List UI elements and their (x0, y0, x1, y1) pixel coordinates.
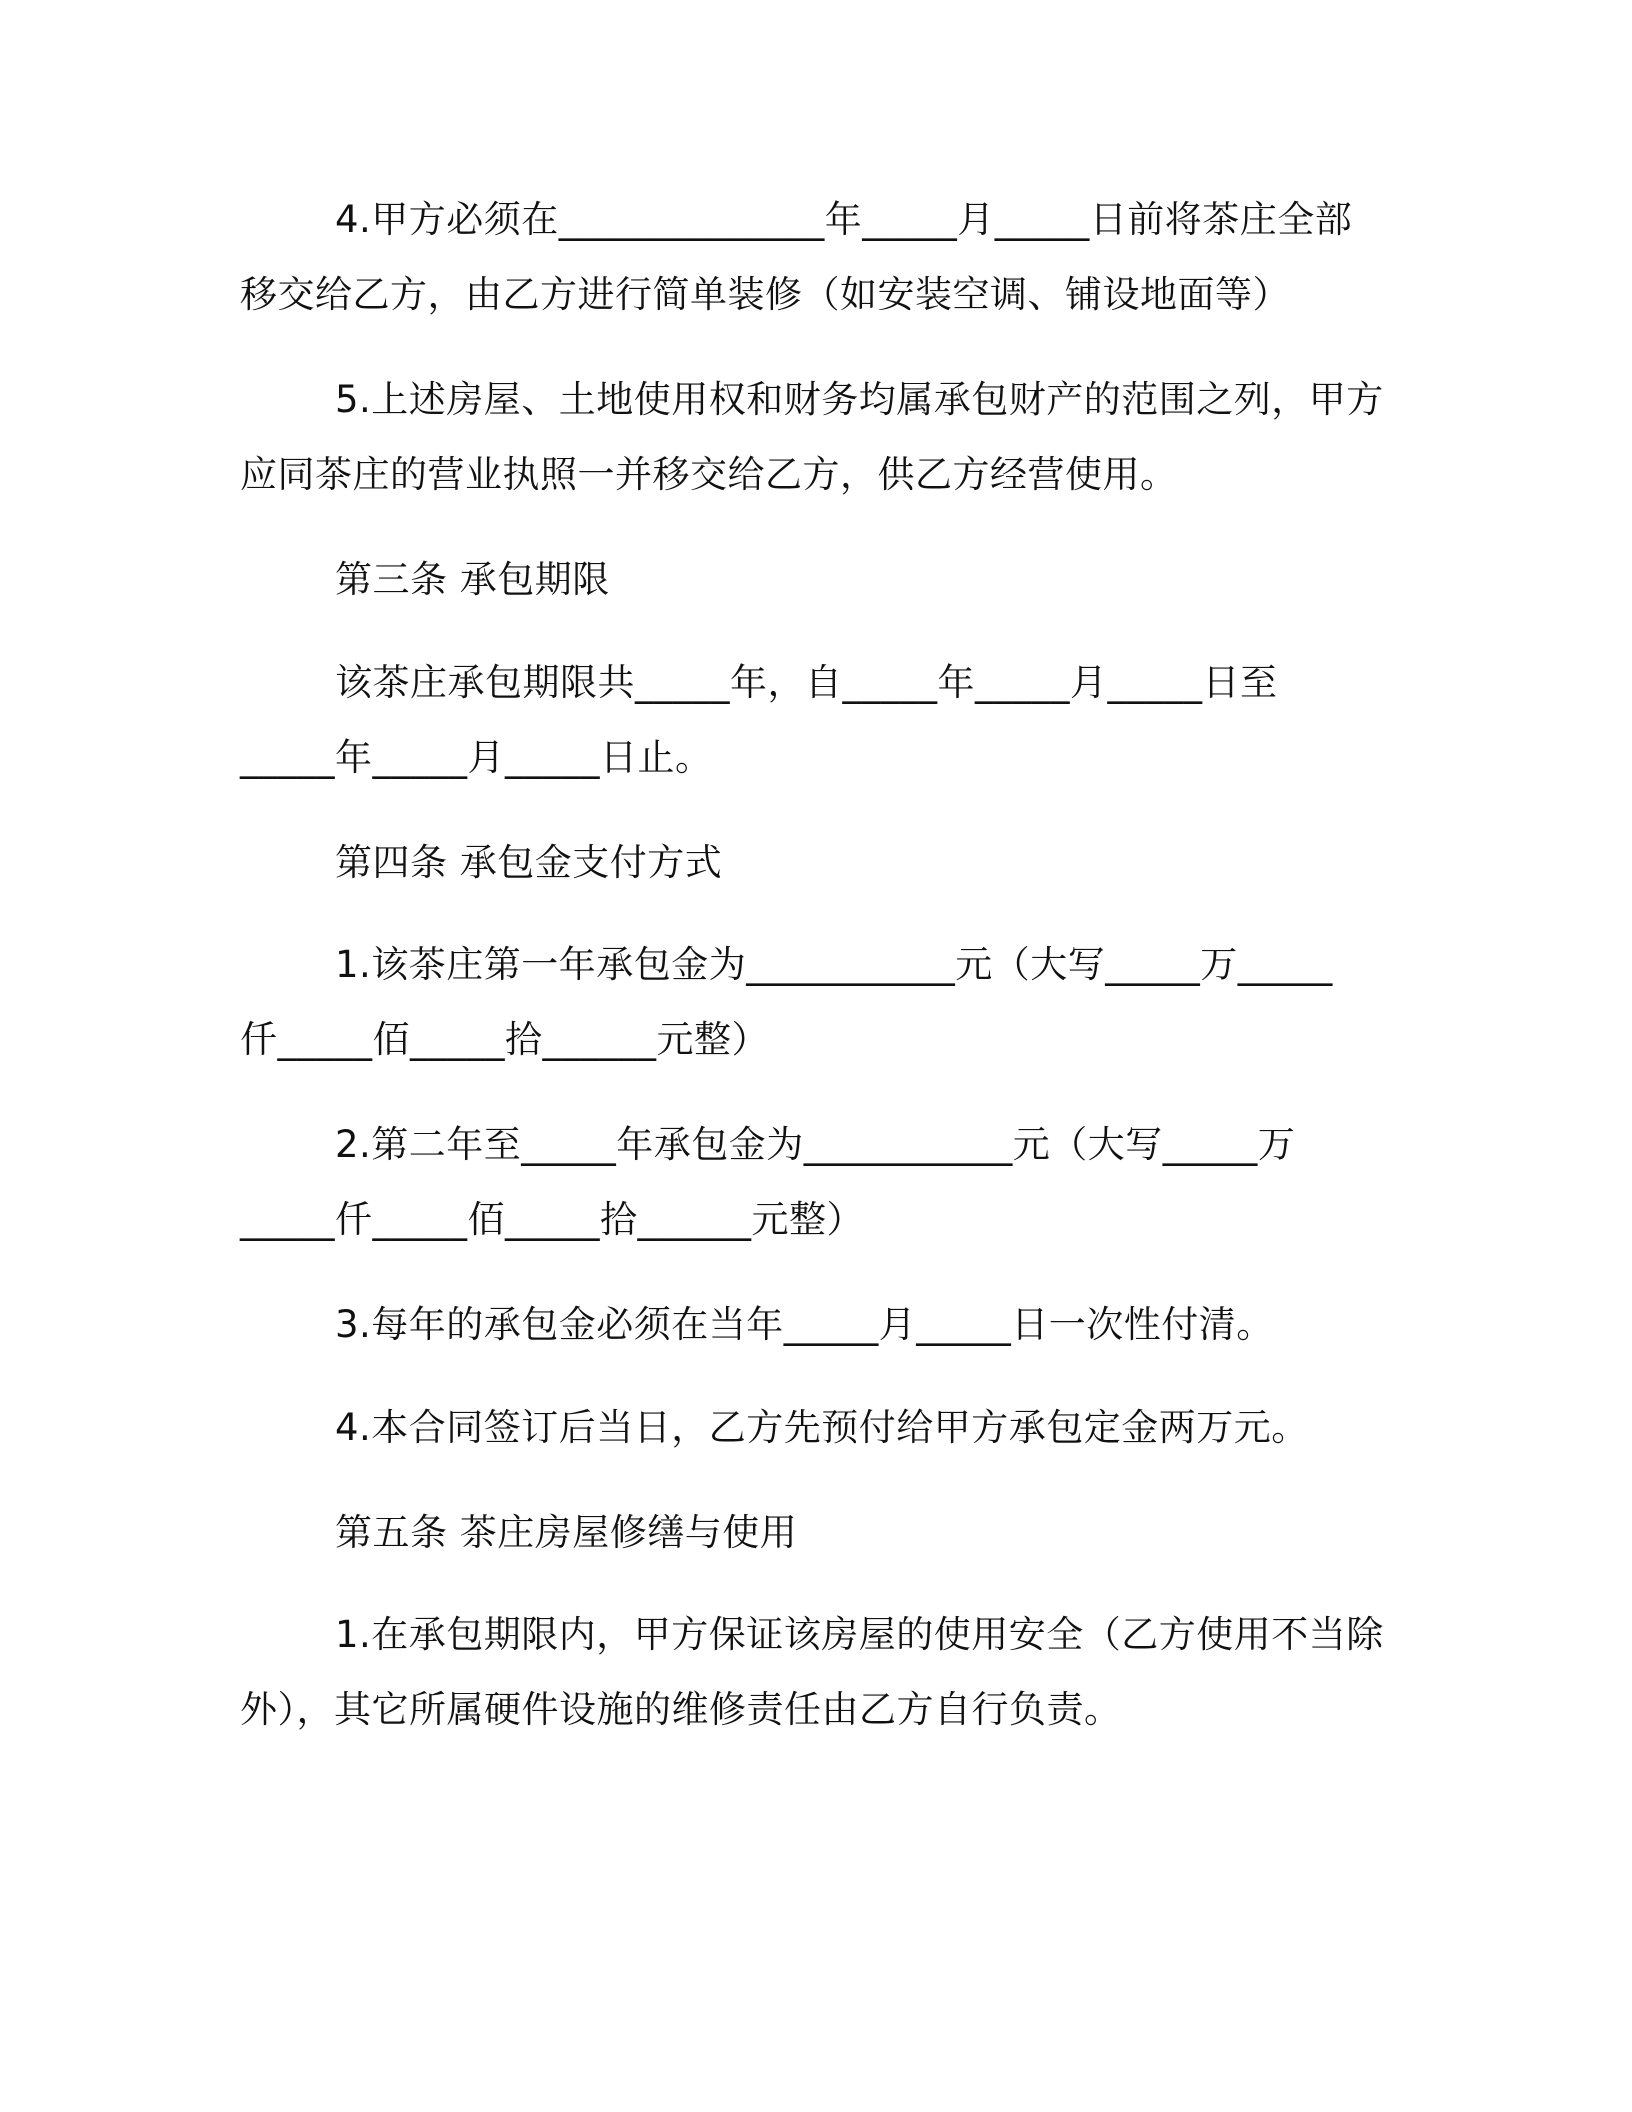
repair-clause-line-2: 外），其它所属硬件设施的维修责任由乙方自行负责。 (240, 1688, 1122, 1731)
term-period-line-1: 该茶庄承包期限共_____年，自_____年_____月_____日至 (335, 661, 1278, 704)
clause-4-handover-line-1: 4.甲方必须在______________年_____月_____日前将茶庄全部 (335, 198, 1353, 241)
payment-second-year-line-2: _____仟_____佰_____拾______元整） (240, 1198, 864, 1241)
article-4-heading: 第四条 承包金支付方式 (335, 841, 723, 884)
article-5-heading: 第五条 茶庄房屋修缮与使用 (335, 1511, 798, 1554)
clause-5-property-line-1: 5.上述房屋、土地使用权和财务均属承包财产的范围之列，甲方 (335, 378, 1384, 421)
deposit-line: 4.本合同签订后当日，乙方先预付给甲方承包定金两万元。 (335, 1406, 1309, 1449)
payment-first-year-line-1: 1.该茶庄第一年承包金为___________元（大写_____万_____ (335, 943, 1333, 986)
repair-clause-line-1: 1.在承包期限内，甲方保证该房屋的使用安全（乙方使用不当除 (335, 1613, 1384, 1656)
article-3-heading: 第三条 承包期限 (335, 558, 610, 601)
term-period-line-2: _____年_____月_____日止。 (240, 736, 713, 779)
payment-deadline-line: 3.每年的承包金必须在当年_____月_____日一次性付清。 (335, 1303, 1274, 1346)
payment-second-year-line-1: 2.第二年至_____年承包金为___________元（大写_____万 (335, 1123, 1296, 1166)
clause-4-handover-line-2: 移交给乙方，由乙方进行简单装修（如安装空调、铺设地面等） (240, 273, 1290, 316)
payment-first-year-line-2: 仟_____佰_____拾______元整） (240, 1018, 769, 1061)
clause-5-property-line-2: 应同茶庄的营业执照一并移交给乙方，供乙方经营使用。 (240, 453, 1178, 496)
